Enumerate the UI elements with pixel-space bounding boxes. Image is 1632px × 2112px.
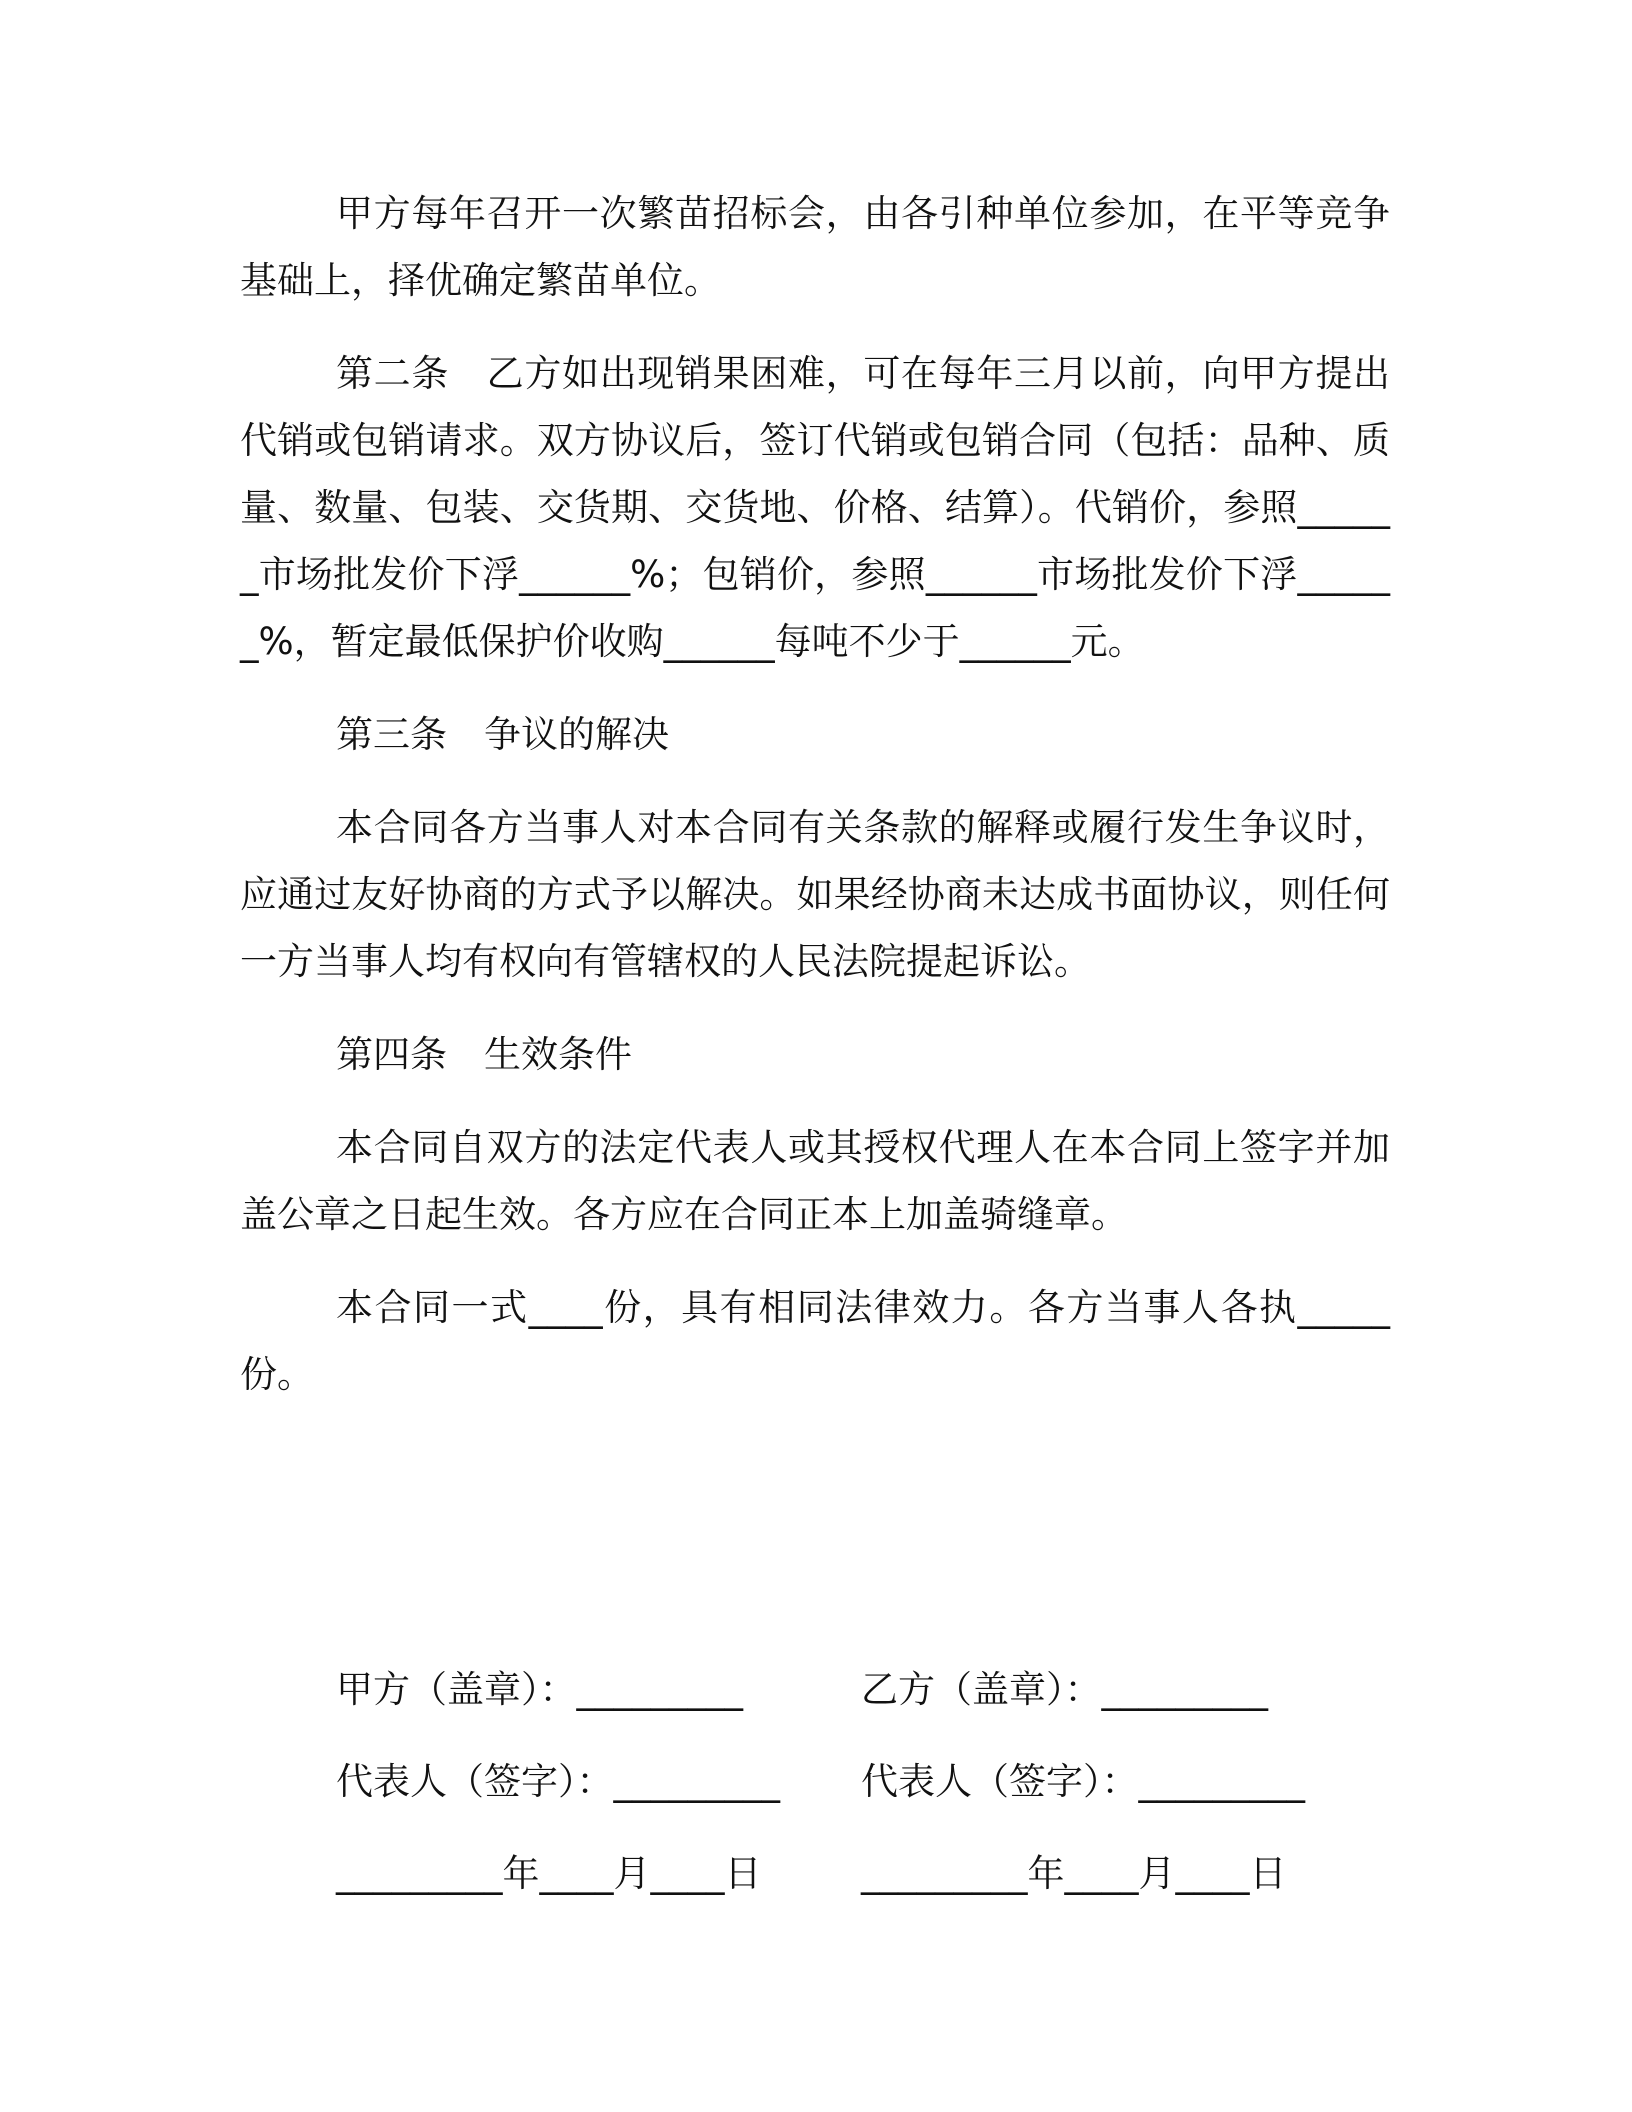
party-a-representative: 代表人（签字）：_________ (336, 1760, 780, 1803)
article-4-body: 本合同自双方的法定代表人或其授权代理人在本合同上签字并加盖公章之日起生效。各方应在合同正本上加盖骑缝章。 (240, 1126, 1390, 1236)
article-3-heading: 第三条 争议的解决 (336, 713, 669, 756)
signature-block (336, 1640, 1436, 1916)
paragraph-bidding: 甲方每年召开一次繁苗招标会，由各引种单位参加，在平等竞争基础上，择优确定繁苗单位。 (240, 192, 1390, 302)
party-a-date: _________年____月____日 (336, 1852, 762, 1895)
party-b-seal: 乙方（盖章）：_________ (861, 1668, 1268, 1711)
seal-row (336, 1640, 1436, 1732)
article-3-body: 本合同各方当事人对本合同有关条款的解释或履行发生争议时，应通过友好协商的方式予以解决。如果经协商未达成书面协议，则任何一方当事人均有权向有管辖权的人民法院提起诉讼。 (240, 806, 1390, 983)
contract-body (240, 180, 1390, 1434)
party-b-representative: 代表人（签字）：_________ (861, 1760, 1305, 1803)
representative-row (336, 1732, 1436, 1824)
article-4-heading: 第四条 生效条件 (336, 1033, 632, 1076)
copies-clause: 本合同一式____份，具有相同法律效力。各方当事人各执_____份。 (240, 1286, 1390, 1396)
date-row (336, 1824, 1436, 1916)
party-a-seal: 甲方（盖章）：_________ (336, 1668, 743, 1711)
article-2: 第二条 乙方如出现销果困难，可在每年三月以前，向甲方提出代销或包销请求。双方协议后，签订代销或包销合同（包括：品种、质量、数量、包装、交货期、交货地、价格、结算）。代销价，参照______市场批发价下浮______%；包销价，参照______市场批发价下浮______%，暂定最低保护价收购______每吨不少于______元。 (240, 352, 1390, 663)
party-b-date: _________年____月____日 (861, 1852, 1287, 1895)
